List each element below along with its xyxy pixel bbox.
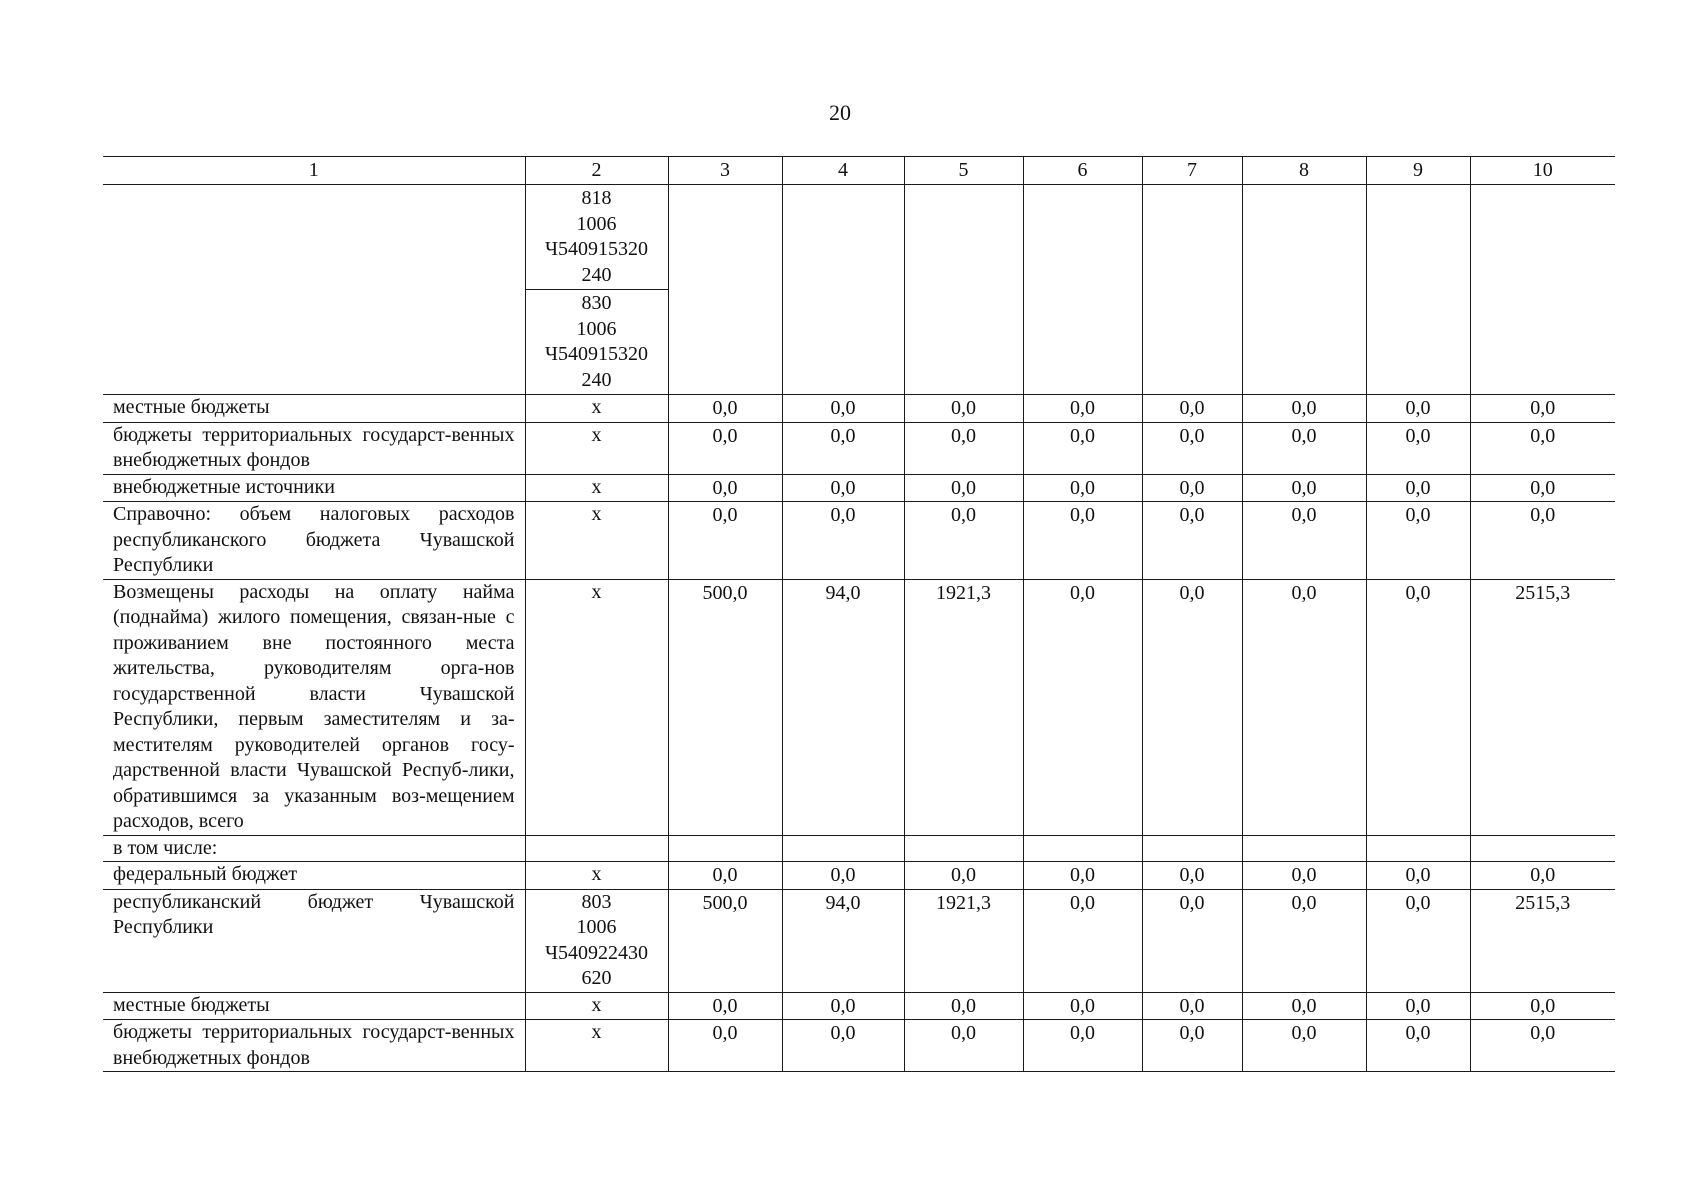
- row-label: бюджеты территориальных государст-венных внебюджетных фондов: [103, 422, 525, 474]
- value-cell: [668, 185, 782, 395]
- row-label: в том числе:: [103, 835, 525, 862]
- value-cell: [1142, 185, 1242, 395]
- value-cell: 0,0: [1023, 992, 1142, 1020]
- table-row: [103, 422, 1615, 474]
- value-cell: 0,0: [904, 395, 1023, 423]
- value-cell: 0,0: [1470, 502, 1615, 580]
- value-cell: 0,0: [1142, 502, 1242, 580]
- value-cell: 500,0: [668, 889, 782, 992]
- value-cell: 0,0: [1470, 862, 1615, 890]
- column-number-row: [103, 157, 1615, 185]
- column-number: 6: [1023, 157, 1142, 185]
- value-cell: [1242, 185, 1366, 395]
- value-cell: [1470, 835, 1615, 862]
- value-cell: 2515,3: [1470, 889, 1615, 992]
- value-cell: 0,0: [782, 502, 904, 580]
- budget-code-cell: [525, 185, 668, 395]
- code-line: 240: [581, 263, 612, 286]
- page-number: 20: [829, 100, 851, 125]
- value-cell: 0,0: [1242, 1020, 1366, 1072]
- table-row: [103, 1020, 1615, 1072]
- value-cell: 0,0: [782, 422, 904, 474]
- row-label: Справочно: объем налоговых расходов республиканского бюджета Чувашской Республики: [103, 502, 525, 580]
- value-cell: 0,0: [1142, 1020, 1242, 1072]
- value-cell: 0,0: [1142, 422, 1242, 474]
- value-cell: 0,0: [1242, 502, 1366, 580]
- value-cell: 0,0: [1366, 422, 1470, 474]
- value-cell: 0,0: [668, 992, 782, 1020]
- value-cell: 2515,3: [1470, 579, 1615, 835]
- table-row: [103, 835, 1615, 862]
- table-row: [103, 992, 1615, 1020]
- budget-code-cell: x: [525, 992, 668, 1020]
- code-line: Ч540915320: [545, 238, 648, 260]
- value-cell: 0,0: [782, 992, 904, 1020]
- value-cell: [904, 185, 1023, 395]
- table-row: [103, 185, 1615, 395]
- row-label: республиканский бюджет Чувашской Республики: [103, 889, 525, 992]
- budget-table: [103, 156, 1615, 1072]
- value-cell: 0,0: [904, 474, 1023, 502]
- code-line: Ч540915320: [545, 343, 648, 365]
- value-cell: 0,0: [1366, 992, 1470, 1020]
- code-line: 1006: [576, 212, 617, 235]
- row-label: внебюджетные источники: [103, 474, 525, 502]
- value-cell: 0,0: [1470, 395, 1615, 423]
- column-number: 7: [1142, 157, 1242, 185]
- budget-code-cell: x: [525, 474, 668, 502]
- value-cell: [668, 835, 782, 862]
- code-line: 1006: [576, 916, 617, 938]
- value-cell: 0,0: [782, 1020, 904, 1072]
- value-cell: 94,0: [782, 889, 904, 992]
- value-cell: 0,0: [1366, 889, 1470, 992]
- budget-code-block: [526, 185, 668, 289]
- value-cell: 0,0: [1470, 1020, 1615, 1072]
- row-label: федеральный бюджет: [103, 862, 525, 890]
- value-cell: 0,0: [668, 862, 782, 890]
- code-line: 830: [581, 292, 612, 314]
- table-row: [103, 579, 1615, 835]
- code-line: 818: [581, 187, 612, 209]
- value-cell: [1142, 835, 1242, 862]
- value-cell: 0,0: [1366, 579, 1470, 835]
- budget-code-cell: [525, 835, 668, 862]
- value-cell: 0,0: [1142, 862, 1242, 890]
- value-cell: 0,0: [1470, 992, 1615, 1020]
- value-cell: 0,0: [904, 502, 1023, 580]
- value-cell: [1470, 185, 1615, 395]
- value-cell: 0,0: [668, 422, 782, 474]
- value-cell: 0,0: [1142, 992, 1242, 1020]
- value-cell: 0,0: [1242, 474, 1366, 502]
- column-number: 3: [668, 157, 782, 185]
- value-cell: 0,0: [1366, 474, 1470, 502]
- code-line: 1006: [576, 317, 617, 340]
- value-cell: 0,0: [1470, 422, 1615, 474]
- budget-code-cell: x: [525, 422, 668, 474]
- code-line: 240: [581, 368, 612, 391]
- value-cell: 0,0: [1366, 862, 1470, 890]
- value-cell: [904, 835, 1023, 862]
- value-cell: 1921,3: [904, 889, 1023, 992]
- value-cell: 0,0: [1023, 474, 1142, 502]
- value-cell: [782, 185, 904, 395]
- budget-code-cell: x: [525, 395, 668, 423]
- value-cell: 0,0: [1023, 1020, 1142, 1072]
- value-cell: 0,0: [1366, 502, 1470, 580]
- budget-code-cell: [525, 889, 668, 992]
- value-cell: 0,0: [1023, 579, 1142, 835]
- value-cell: 0,0: [1242, 422, 1366, 474]
- code-line: Ч540922430: [545, 941, 648, 964]
- row-label: местные бюджеты: [103, 395, 525, 423]
- budget-code-cell: x: [525, 502, 668, 580]
- value-cell: 0,0: [1142, 474, 1242, 502]
- value-cell: [782, 835, 904, 862]
- value-cell: [1366, 835, 1470, 862]
- value-cell: [1242, 835, 1366, 862]
- budget-code-cell: x: [525, 579, 668, 835]
- column-number: 4: [782, 157, 904, 185]
- code-line: 803: [581, 890, 612, 913]
- value-cell: 94,0: [782, 579, 904, 835]
- table-row: [103, 474, 1615, 502]
- value-cell: 0,0: [1242, 862, 1366, 890]
- value-cell: 0,0: [1142, 395, 1242, 423]
- row-label: бюджеты территориальных государст-венных внебюджетных фондов: [103, 1020, 525, 1072]
- row-label: Возмещены расходы на оплату найма (поднайма) жилого помещения, связан-ные с проживанием вне постоянного места жительства, руководителям орга-нов государственной власти Чувашской Республики, первым заместителям и за-местителям руководителей органов госу-дарственной власти Чувашской Респуб-лики, обратившимся за указанным воз-мещением расходов, всего: [103, 579, 525, 835]
- value-cell: 0,0: [668, 395, 782, 423]
- value-cell: 500,0: [668, 579, 782, 835]
- value-cell: 0,0: [668, 474, 782, 502]
- value-cell: 0,0: [1366, 1020, 1470, 1072]
- value-cell: 0,0: [904, 422, 1023, 474]
- budget-code-block: [526, 289, 668, 394]
- value-cell: 0,0: [1023, 889, 1142, 992]
- value-cell: [1023, 835, 1142, 862]
- value-cell: 0,0: [1366, 395, 1470, 423]
- budget-code-cell: x: [525, 1020, 668, 1072]
- value-cell: 0,0: [1023, 862, 1142, 890]
- value-cell: 0,0: [1242, 395, 1366, 423]
- budget-code-cell: x: [525, 862, 668, 890]
- value-cell: 0,0: [668, 1020, 782, 1072]
- value-cell: 0,0: [1142, 579, 1242, 835]
- table-row: [103, 395, 1615, 423]
- value-cell: 0,0: [904, 992, 1023, 1020]
- table-row: [103, 502, 1615, 580]
- table-row: [103, 889, 1615, 992]
- table-row: [103, 862, 1615, 890]
- value-cell: 0,0: [1142, 889, 1242, 992]
- empty-label-cell: [103, 185, 525, 395]
- value-cell: 0,0: [782, 474, 904, 502]
- value-cell: 0,0: [904, 1020, 1023, 1072]
- column-number: 2: [525, 157, 668, 185]
- value-cell: 0,0: [1470, 474, 1615, 502]
- value-cell: 0,0: [1242, 992, 1366, 1020]
- value-cell: 1921,3: [904, 579, 1023, 835]
- value-cell: [1023, 185, 1142, 395]
- column-number: 5: [904, 157, 1023, 185]
- value-cell: 0,0: [904, 862, 1023, 890]
- column-number: 9: [1366, 157, 1470, 185]
- code-line: 620: [581, 967, 612, 989]
- value-cell: 0,0: [782, 395, 904, 423]
- value-cell: 0,0: [1242, 579, 1366, 835]
- value-cell: 0,0: [1242, 889, 1366, 992]
- row-label: местные бюджеты: [103, 992, 525, 1020]
- value-cell: [1366, 185, 1470, 395]
- column-number: 1: [103, 157, 525, 185]
- column-number: 10: [1470, 157, 1615, 185]
- value-cell: 0,0: [1023, 502, 1142, 580]
- value-cell: 0,0: [668, 502, 782, 580]
- value-cell: 0,0: [1023, 422, 1142, 474]
- value-cell: 0,0: [782, 862, 904, 890]
- value-cell: 0,0: [1023, 395, 1142, 423]
- column-number: 8: [1242, 157, 1366, 185]
